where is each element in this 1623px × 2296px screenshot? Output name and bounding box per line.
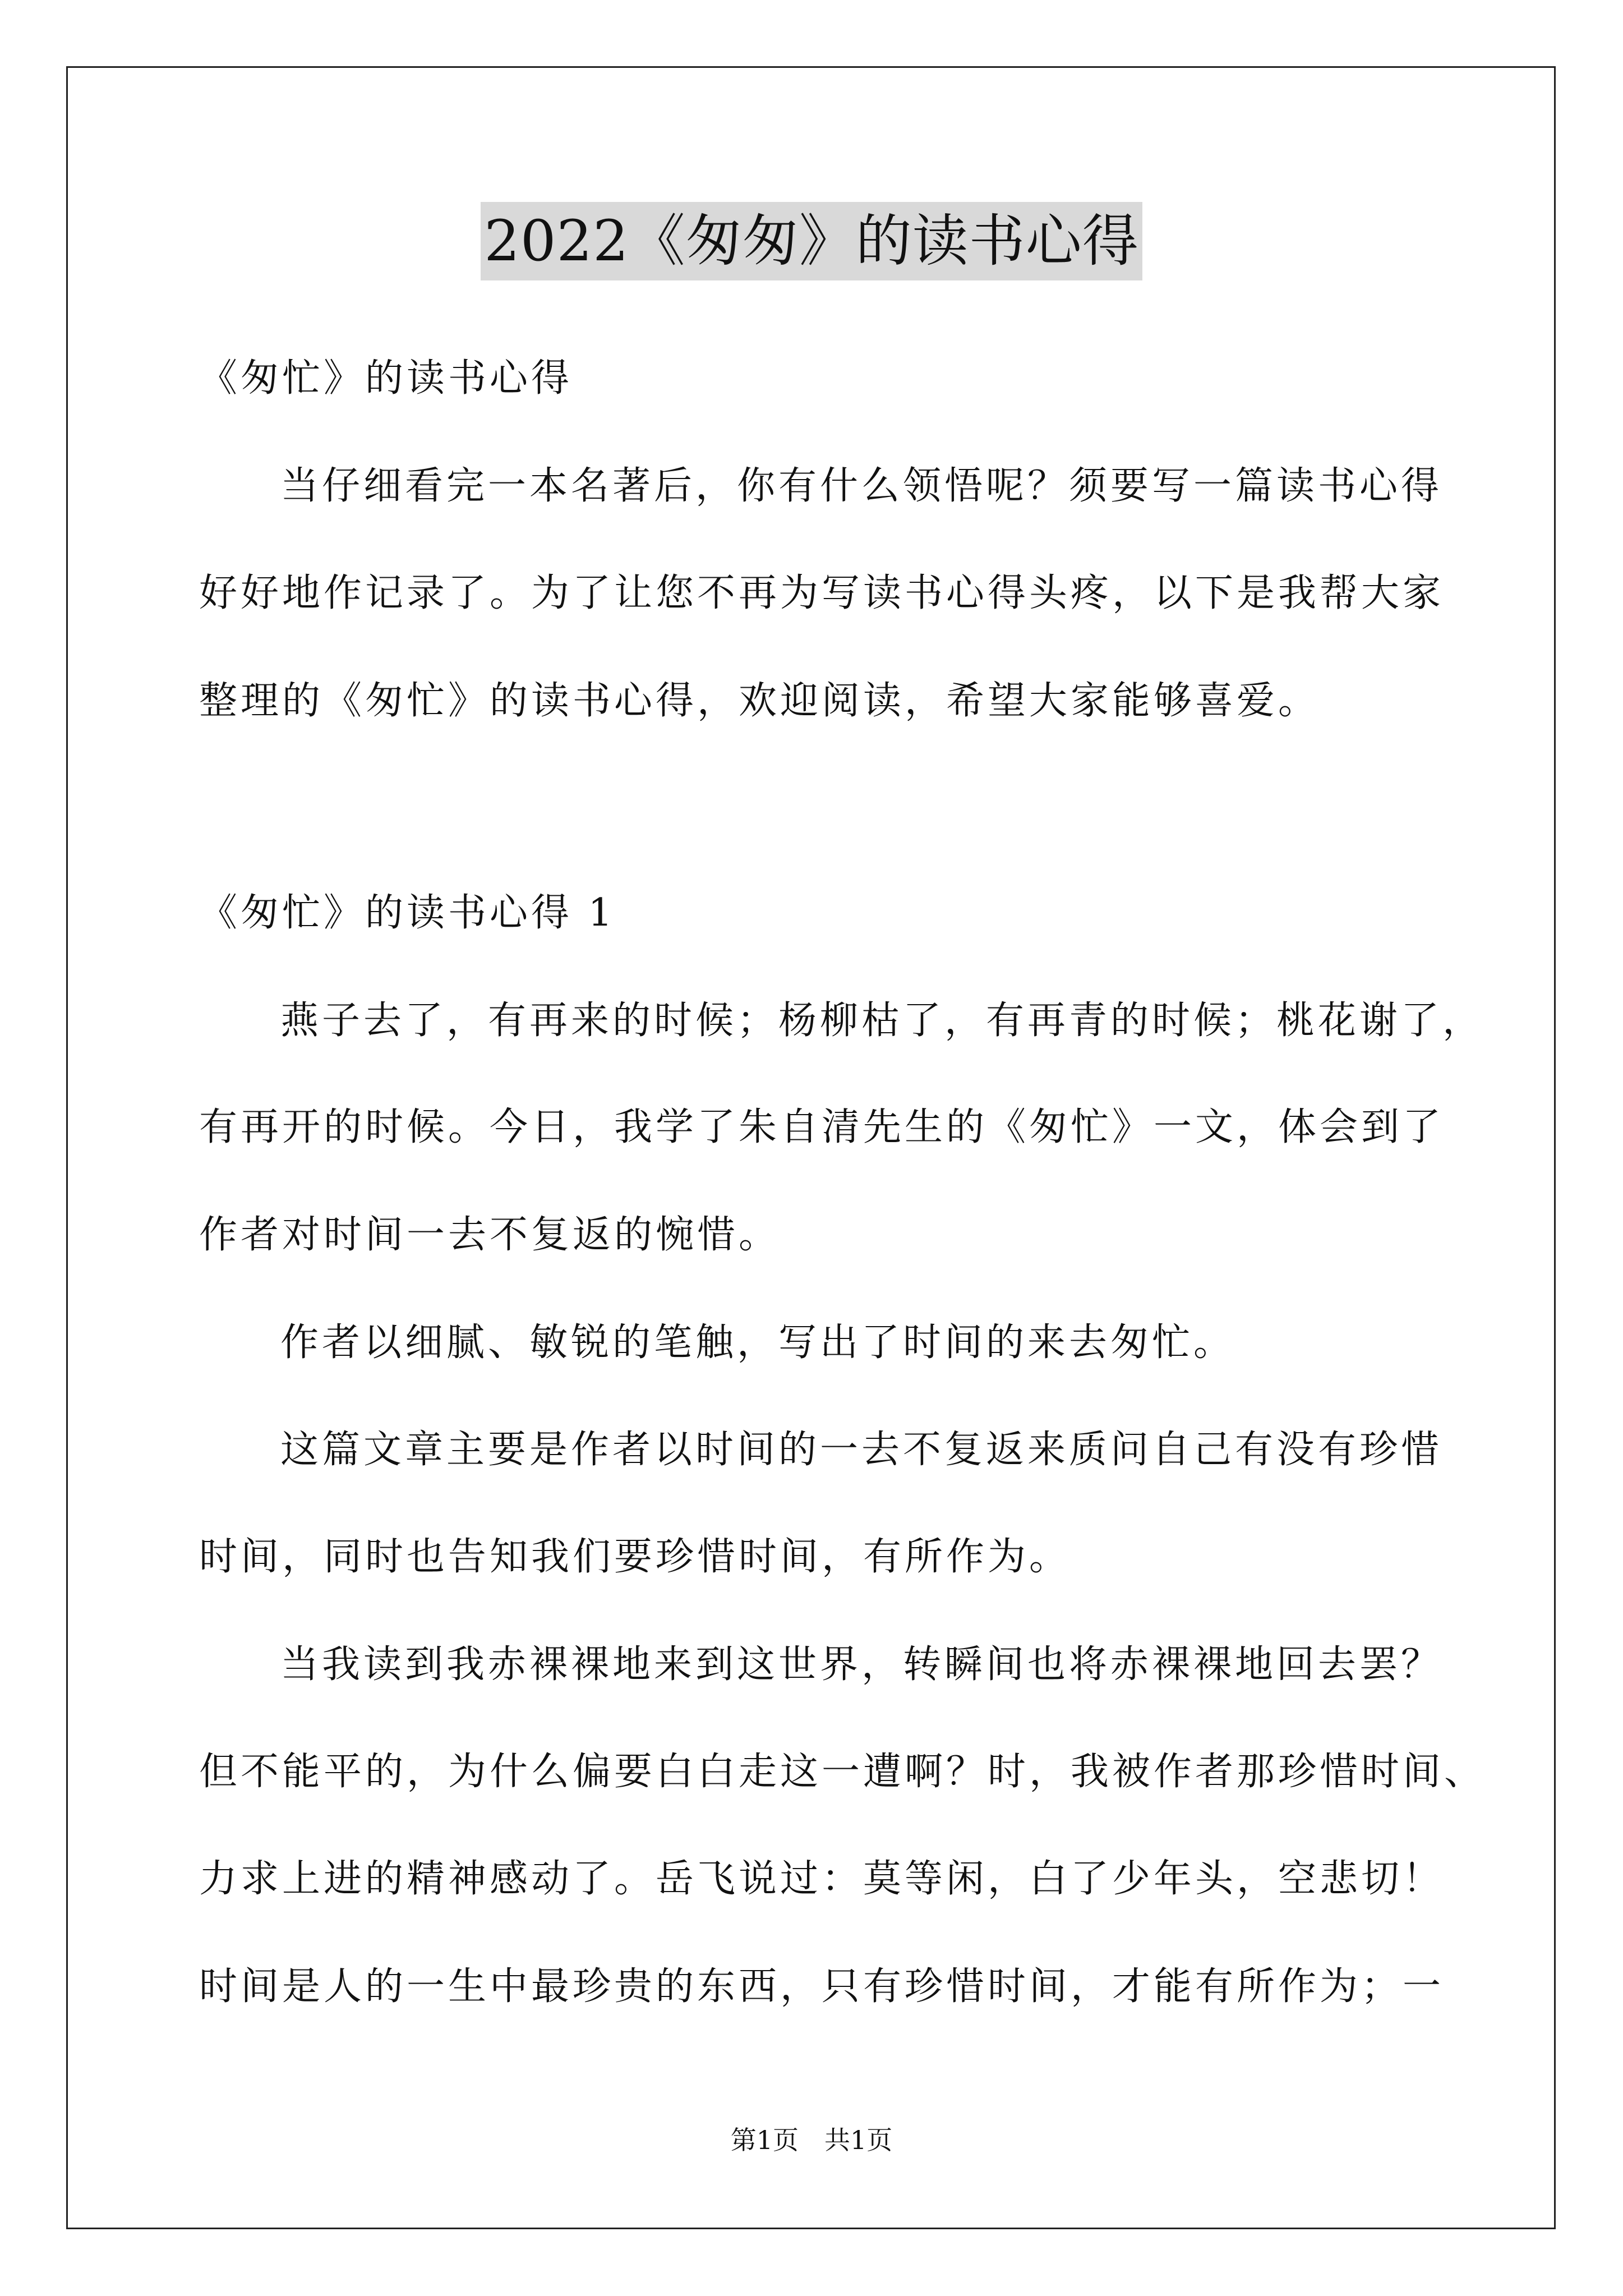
body-line-4: 作者以细腻、敏锐的笔触，写出了时间的来去匆忙。: [280, 1320, 1235, 1365]
body-line-8: 但不能平的，为什么偏要白白走这一遭啊？时，我被作者那珍惜时间、: [199, 1750, 1486, 1794]
document-title: 2022《匆匆》的读书心得: [481, 202, 1142, 280]
body-line-2: 有再开的时候。今日，我学了朱自清先生的《匆忙》一文，体会到了: [199, 1105, 1445, 1149]
intro-line-2: 好好地作记录了。为了让您不再为写读书心得头疼，以下是我帮大家: [199, 571, 1445, 615]
body-line-7: 当我读到我赤裸裸地来到这世界，转瞬间也将赤裸裸地回去罢？: [280, 1642, 1443, 1687]
body-line-6: 时间，同时也告知我们要珍惜时间，有所作为。: [199, 1535, 1071, 1579]
body-line-1: 燕子去了，有再来的时候；杨柳枯了，有再青的时候；桃花谢了，: [280, 999, 1484, 1043]
title-container: [0, 202, 1623, 280]
page-footer: 第1页 共1页: [730, 2125, 893, 2155]
document-subtitle: 《匆忙》的读书心得: [199, 356, 573, 401]
body-line-9: 力求上进的精神感动了。岳飞说过：莫等闲，白了少年头，空悲切！: [199, 1857, 1445, 1901]
body-line-5: 这篇文章主要是作者以时间的一去不复返来质问自己有没有珍惜: [280, 1428, 1443, 1472]
section-heading: 《匆忙》的读书心得 1: [199, 891, 616, 935]
intro-line-3: 整理的《匆忙》的读书心得，欢迎阅读，希望大家能够喜爱。: [199, 679, 1320, 723]
body-line-10: 时间是人的一生中最珍贵的东西，只有珍惜时间，才能有所作为；一: [199, 1964, 1445, 2009]
intro-line-1: 当仔细看完一本名著后，你有什么领悟呢？须要写一篇读书心得: [280, 464, 1443, 508]
body-line-3: 作者对时间一去不复返的惋惜。: [199, 1213, 781, 1257]
